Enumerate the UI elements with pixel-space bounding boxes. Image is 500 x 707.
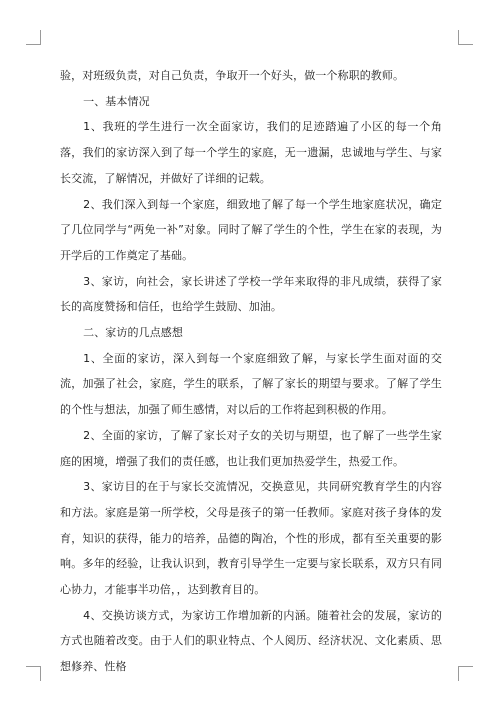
crop-mark-bottom-right (459, 666, 473, 667)
paragraph: 3、家访，向社会，家长讲述了学校一学年来取得的非凡成绩，获得了家长的高度赞扬和信任，也给学生鼓励、加油。 (60, 274, 442, 314)
document-body (60, 63, 442, 680)
paragraph: 3、家访目的在于与家长交流情况，交换意见，共同研究教育学生的内容和方法。家庭是第一所学校，父母是孩子的第一任教师。家庭对孩子身体的发育，知识的获得，能力的培养，品德的陶冶，个性的形成，都有至关重要的影响。多年的经验，让我认识到，教育引导学生一定要与家长联系，双方只有同心协力，才能事半功倍，，达到教育目的。 (60, 480, 442, 597)
section-heading-basic-situation: 一、基本情况 (83, 94, 150, 108)
paragraph: 1、全面的家访，深入到每一个家庭细致了解，与家长学生面对面的交流，加强了社会，家庭，学生的联系，了解了家长的期望与要求。了解了学生的个性与想法，加强了师生感情，对以后的工作将起到积极的作用。 (60, 351, 442, 417)
crop-mark-top-right (459, 44, 473, 45)
crop-mark-bottom-left (40, 666, 41, 681)
paragraph-continuation: 验，对班级负责，对自己负责，争取开一个好头，做一个称职的教师。 (60, 69, 405, 82)
crop-mark-bottom-left (26, 666, 40, 667)
crop-mark-top-left (40, 30, 41, 45)
crop-mark-top-right (458, 30, 459, 45)
crop-mark-top-left (26, 44, 40, 45)
paragraph: 1、我班的学生进行一次全面家访，我们的足迹踏遍了小区的每一个角落，我们的家访深入到了每一个学生的家庭，无一遗漏，忠诚地与学生、与家长交流，了解情况，并做好了详细的记载。 (60, 120, 442, 185)
paragraph: 4、交换访谈方式，为家访工作增加新的内涵。随着社会的发展，家访的方式也随着改变。由于人们的职业特点、个人阅历、经济状况、文化素质、思想修养、性格 (60, 608, 442, 674)
section-heading-reflections: 二、家访的几点感想 (83, 326, 183, 340)
crop-mark-bottom-right (458, 666, 459, 681)
paragraph: 2、我们深入到每一个家庭，细致地了解了每一个学生地家庭状况，确定了几位同学与“两免一补”对象。同时了解了学生的个性，学生在家的表现，为开学后的工作奠定了基础。 (60, 197, 442, 262)
paragraph: 2、全面的家访，了解了家长对子女的关切与期望，也了解了一些学生家庭的困境，增强了我们的责任感，也让我们更加热爱学生，热爱工作。 (60, 428, 442, 468)
